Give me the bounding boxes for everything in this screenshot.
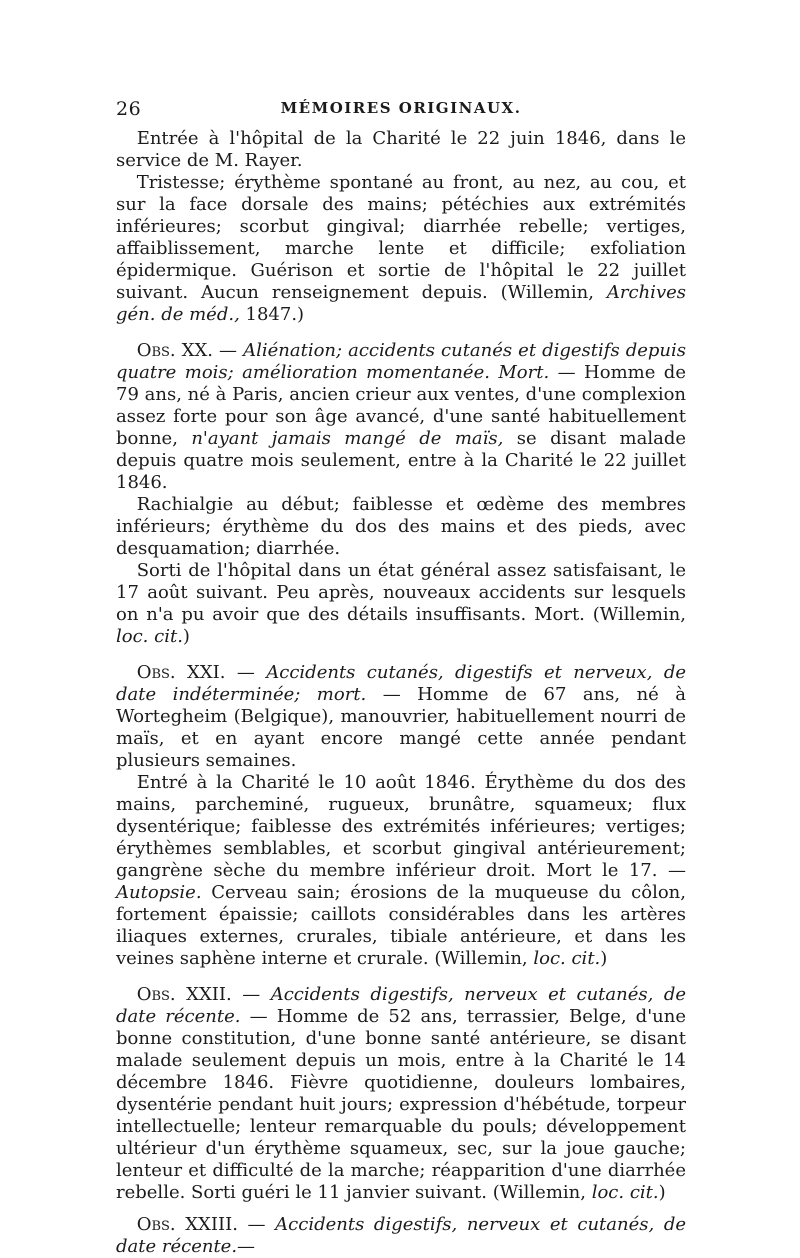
citation-close: ) (182, 626, 190, 647)
observation-title: Accidents digestifs, nerveux et cutanés, de date récente. (116, 984, 687, 1027)
dash: — (225, 662, 267, 683)
observation-21 (116, 662, 686, 772)
citation-reference: Archives gén. de méd., (116, 282, 686, 325)
observation-label: Obs. XXI. (136, 662, 226, 683)
paragraph-text: Sorti de l'hôpital dans un état général assez satisfaisant, le 17 août suivant. Peu après, nouveaux accidents sur lesquels on n'a pu avoir que des détails insuffisants. Mort. (Willemin, (116, 560, 686, 625)
citation-close: ) (658, 1182, 666, 1203)
citation-reference: loc. cit. (591, 1182, 659, 1203)
observation-20 (116, 340, 686, 494)
page-number: 26 (116, 98, 142, 120)
observation-label: Obs. XX. (136, 340, 214, 361)
observation-label: Obs. XXII. (136, 984, 232, 1005)
running-title: MÉMOIRES ORIGINAUX. (280, 99, 522, 117)
paragraph-text: — Homme de 67 ans, né à Wortegheim (Belgique), manouvrier, habituellement nourri de maïs, et en ayant encore mangé cette année pendant plusieurs semaines. (116, 684, 686, 771)
paragraph-entry-charite (116, 128, 686, 172)
page-header (116, 98, 686, 128)
paragraph-text: Cerveau sain; érosions de la muqueuse du côlon, fortement épaissie; caillots considérables dans les artères iliaques externes, crurales, tibiale antérieure, et dans les veines saphène interne et crurale. (Willemin, (116, 882, 686, 969)
citation-reference: loc. cit. (533, 948, 601, 969)
autopsy-label: Autopsie. (116, 882, 202, 903)
observation-label: Obs. XXIII. (136, 1214, 238, 1235)
citation-close: ) (600, 948, 608, 969)
observation-title: Accidents digestifs, nerveux et cutanés, de date récente.— (116, 1214, 686, 1257)
observation-22 (116, 984, 686, 1204)
dash: — (237, 1214, 276, 1235)
page-body (116, 128, 686, 1258)
paragraph-text: — Homme de 52 ans, terrassier, Belge, d'une bonne constitution, d'une bonne santé antérieure, se disant malade seulement depuis un mois, entre à la Charité le 14 décembre 1846. Fièvre quotidienne, douleurs lombaires, dysentérie pendant huit jours; expression d'hébétude, torpeur intellectuelle; lenteur remarquable du pouls; développement ultérieur d'un érythème squameux, sec, sur la joue gauche; lenteur et difficulté de la marche; réapparition d'une diarrhée rebelle. Sorti guéri le 11 janvier suivant. (Willemin, (116, 1006, 686, 1203)
observation-title: Aliénation; accidents cutanés et digestifs depuis quatre mois; amélioration momentanée. Mort. (116, 340, 686, 383)
citation-year: 1847.) (239, 304, 305, 325)
dash: — (213, 340, 244, 361)
observation-23 (116, 1214, 686, 1258)
observation-20-outcome (116, 560, 686, 648)
dash: — (231, 984, 271, 1005)
paragraph-text: se disant malade depuis quatre mois seulement, entre à la Charité le 22 juillet 1846. (116, 428, 687, 493)
paragraph-text: — Homme de 79 ans, né à Paris, ancien crieur aux ventes, d'une complexion assez forte pour son âge avancé, d'une santé habituellement bonne, (116, 362, 686, 449)
citation-reference: loc. cit. (116, 626, 183, 647)
observation-title: Accidents cutanés, digestifs et nerveux, de date indéterminée; mort. (116, 662, 686, 705)
paragraph-symptoms (116, 172, 686, 326)
observation-20-symptoms: Rachialgie au début; faiblesse et œdème des membres inférieurs; érythème du dos des mains et des pieds, avec desquamation; diarrhée. (116, 494, 686, 559)
emphasis-text: n'ayant jamais mangé de maïs, (191, 428, 504, 449)
observation-21-course (116, 772, 686, 970)
paragraph-text: Tristesse; érythème spontané au front, au nez, au cou, et sur la face dorsale des mains; pétéchies aux extrémités inférieures; scorbut gingival; diarrhée rebelle; vertiges, affaiblissement, marche lente et difficile; exfoliation épidermique. Guérison et sortie de l'hôpital le 22 juillet suivant. Aucun renseignement depuis. (Willemin, (116, 172, 686, 303)
paragraph-text: Entré à la Charité le 10 août 1846. Érythème du dos des mains, parcheminé, rugueux, brunâtre, squameux; flux dysentérique; faiblesse des extrémités inférieures; vertiges; érythèmes semblables, et scorbut gingival antérieurement; gangrène sèche du membre inférieur droit. Mort le 17. — (116, 772, 686, 881)
paragraph-text: Entrée à l'hôpital de la Charité le 22 juin 1846, dans le service de M. Rayer. (116, 128, 686, 171)
